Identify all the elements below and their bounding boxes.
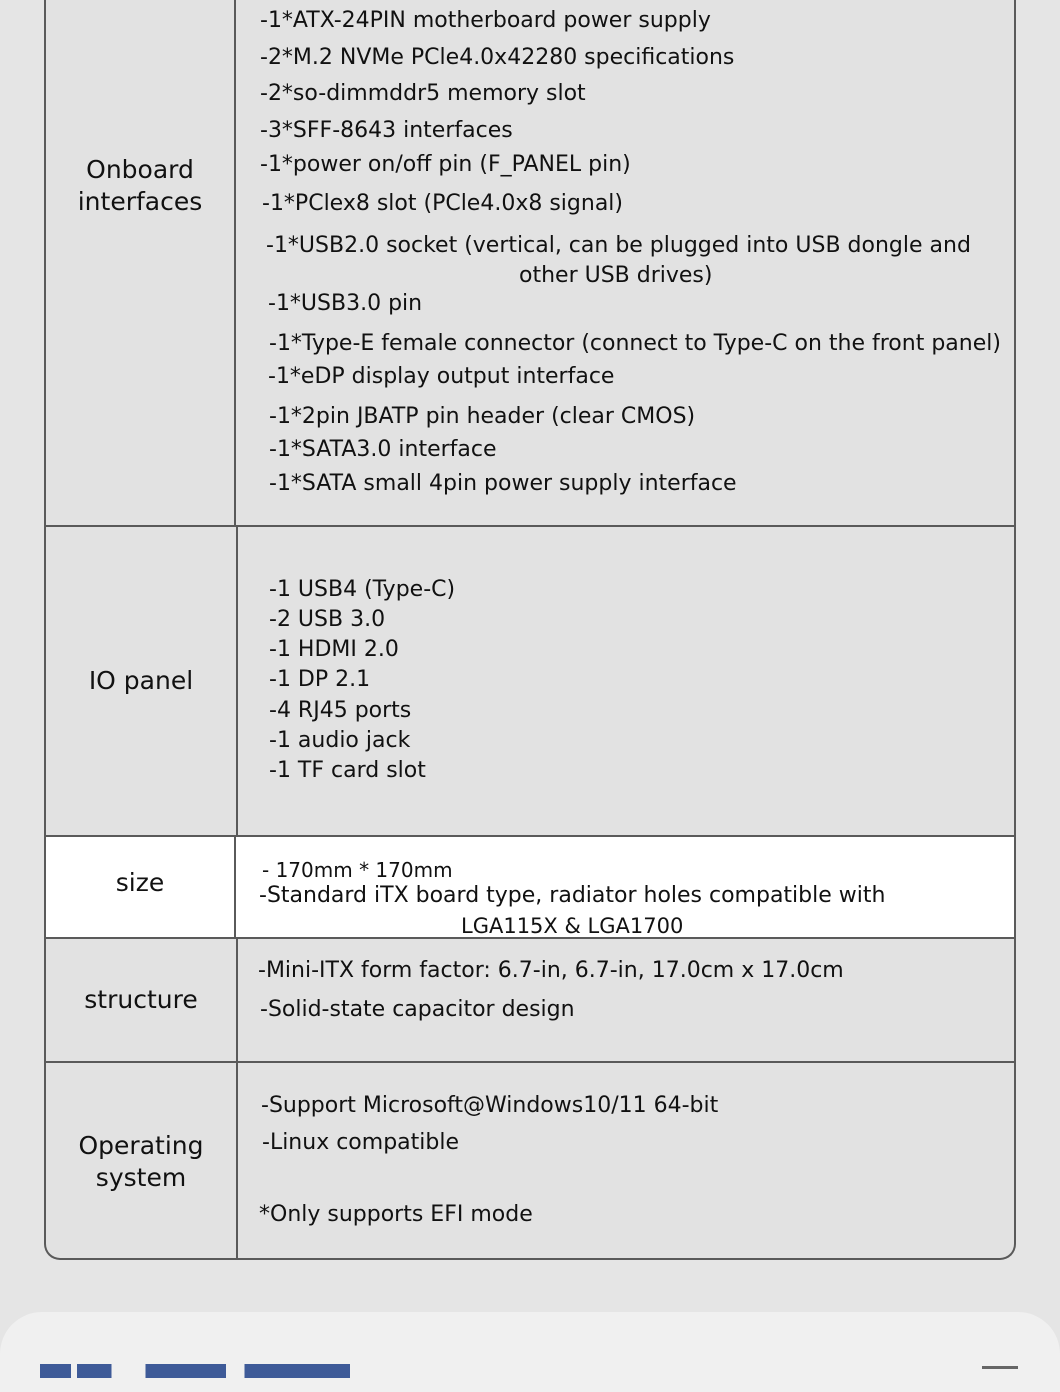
spec-item: -2*M.2 NVMe PCle4.0x42280 specifications [260, 45, 735, 70]
spec-item: -1*SATA3.0 interface [269, 437, 497, 462]
spec-item: -2 USB 3.0 [269, 607, 386, 632]
spec-item: -1 audio jack [269, 728, 411, 753]
spec-item: other USB drives) [519, 263, 713, 288]
spec-item: -1*USB3.0 pin [268, 291, 423, 316]
spec-item: - 170mm * 170mm [262, 858, 453, 882]
menu-icon [982, 1366, 1018, 1383]
spec-row-size [46, 837, 1014, 939]
row-label: Operating system [46, 1063, 238, 1260]
spec-item: -4 RJ45 ports [269, 698, 412, 723]
spec-item: -Mini-ITX form factor: 6.7-in, 6.7-in, 17.0cm x 17.0cm [258, 958, 844, 983]
spec-row-structure [46, 939, 1014, 1063]
spec-item: *Only supports EFI mode [259, 1202, 533, 1227]
row-content [238, 837, 1014, 937]
spec-item: -1 TF card slot [269, 758, 426, 783]
spec-item: -3*SFF-8643 interfaces [260, 118, 513, 143]
spec-item: -1*ATX-24PIN motherboard power supply [260, 8, 711, 33]
spec-table [44, 0, 1016, 1260]
spec-item: -1*power on/off pin (F_PANEL pin) [260, 152, 631, 177]
spec-item: -1*Type-E female connector (connect to Type-C on the front panel) [269, 331, 1001, 356]
spec-item: -Support Microsoft@Windows10/11 64-bit [261, 1093, 719, 1118]
spec-row-onboard-interfaces [46, 0, 1014, 527]
spec-item: -Standard iTX board type, radiator holes compatible with [259, 883, 886, 908]
spec-item: -Solid-state capacitor design [260, 997, 575, 1022]
spec-item: -1 DP 2.1 [269, 667, 371, 692]
spec-item: -1 USB4 (Type-C) [269, 577, 456, 602]
spec-item: -1*USB2.0 socket (vertical, can be plugged into USB dongle and [266, 233, 971, 258]
row-label: IO panel [46, 527, 238, 835]
spec-item: -1*PClex8 slot (PCle4.0x8 signal) [262, 191, 624, 216]
row-content [238, 0, 1014, 525]
spec-item: -1*eDP display output interface [268, 364, 615, 389]
spec-item: -1*SATA small 4pin power supply interface [269, 471, 737, 496]
spec-row-operating-system [46, 1063, 1014, 1260]
next-section-panel [0, 1312, 1060, 1392]
spec-item: -Linux compatible [262, 1130, 459, 1155]
row-label: structure [46, 939, 238, 1061]
spec-row-io-panel [46, 527, 1014, 837]
row-label: size [46, 837, 236, 937]
row-content [238, 1063, 1014, 1260]
spec-item: -1*2pin JBATP pin header (clear CMOS) [269, 404, 696, 429]
spec-item: -1 HDMI 2.0 [269, 637, 399, 662]
row-content [238, 939, 1014, 1061]
row-content [238, 527, 1014, 835]
row-label: Onboard interfaces [46, 0, 236, 525]
spec-item: LGA115X & LGA1700 [461, 914, 684, 938]
spec-item: -2*so-dimmddr5 memory slot [260, 81, 586, 106]
